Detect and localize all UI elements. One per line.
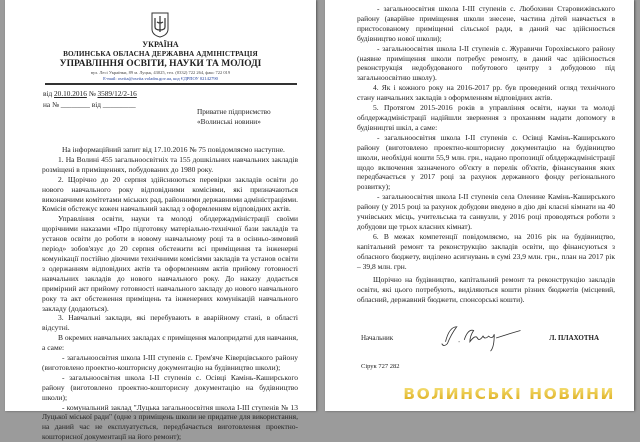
letter-body-page-1 (42, 145, 298, 442)
signatory-position: Начальник (361, 333, 394, 342)
reply-reference: на № ________ від _________ (43, 100, 136, 109)
paragraph: 1. На Волині 455 загальноосвітніх та 155 дошкільних навчальних закладів розміщені в приміщеннях, побудованих до 1980 року. (42, 154, 298, 174)
executor-contact: Сірук 727 282 (361, 363, 400, 371)
from-label: від (43, 89, 53, 98)
paragraph: 5. Протягом 2015-2016 років в управління освіти, науки та молоді облдержадміністрації надійшли звернення з проханням надати допомогу в будівництві шкіл, а саме: (357, 103, 615, 132)
letter-body-page-2 (357, 4, 615, 305)
signatory-name: Л. ПЛАХОТНА (549, 333, 599, 342)
paragraph: 6. В межах компетенції повідомляємо, на 2016 рік на будівництво, капітальний ремонт та реконструкцію закладів освіти, що фінансуються з обласного бюджету, виділено асигнувань в сумі 23,9 млн. грн., план на 2017 рік – 39,8 млн. грн. (357, 231, 615, 271)
country-heading: УКРАЇНА (142, 40, 179, 49)
list-item: - загальноосвітня школа І-ІІ ступенів с. Осівці Камінь-Каширського району (виготовлено проектно-кошторисну документацію на будівництво школи); (42, 372, 298, 402)
paragraph: Управління освіти, науки та молоді облдержадміністрації своїми щорічними наказами «Про підготовку матеріально-технічної бази закладів та установ освіти до роботи в новому навчальному році та в осінньо-зимовий період» зобов'язує до 20 серпня обстежити всі приміщення та інженерні комунікації постійно діючими технічними комісіями закладів та установ освіти з одержанням відповідних актів та оформленням актів прийому готовності навчальних закладів до нового навчального року. До наказу додається примірний акт прийому готовності навчального закладу до нового навчального року та акт обстеження приміщень та інженерних комунікацій навчального закладу (додаються). (42, 214, 298, 313)
paragraph: На інформаційний запит від 17.10.2016 № 75 повідомляємо наступне. (62, 145, 285, 154)
address-line: вул. Лесі Українки, 89 м. Луцьк, 43025, тел. (0332) 722 264, факс 722 019 (90, 70, 231, 75)
recipient-line-2: «Волинські новини» (197, 117, 261, 126)
list-item: - загальноосвітня школа І-ІІ ступенів с. Осівці Камінь-Каширського району (виготовлено проектно-кошторисну документацію на будівництво школи, необхідні кошти 55,9 млн. грн., надано пропозиції облдержадміністрації щодо включення зазначеного об'єкту в перелік об'єктів, фінансування яких передбачається у 2017 році за рахунок державного фонду регіонального розвитку); (357, 132, 615, 192)
header-divider (45, 83, 297, 85)
coat-of-arms-trident-icon (150, 12, 170, 38)
page-2-content (357, 4, 615, 411)
number-label: № (88, 89, 96, 98)
paragraph: В окремих навчальних закладах є приміщення малопридатні для навчання, а саме: (42, 333, 298, 353)
recipient-line-1: Приватне підприємство (197, 107, 271, 116)
list-item: - загальноосвітня школа І-ІІ ступенів села Оленине Камінь-Каширського району (у 2015 році за рахунок добудови введено в дію дві класні кімнати на 40 учнівських місць, учительська та санвузли, у 2016 році проводяться роботи з добудови ще трьох класних кімнат). (357, 192, 615, 231)
email-line: E-mail: osvita@osvita.voladm.gov.ua, код ЄДРПОУ 02142790 (103, 76, 218, 81)
letter-number: 3589/12/2-16 (97, 89, 137, 98)
department-heading: УПРАВЛІННЯ ОСВІТИ, НАУКИ ТА МОЛОДІ (59, 59, 262, 69)
outgoing-reference (43, 89, 137, 98)
list-item: - комунальний заклад "Луцька загальноосвітня школа І-ІІІ ступенів № 13 Луцької міської ради" (одне з приміщень школи не придатне для використання, на даний час не експлуатується, передбачається виготовлення проектно-кошторисної документації на його ремонт); (42, 402, 298, 442)
letter-date: 20.10.2016 (54, 89, 87, 98)
list-item: - загальноосвітня школа І-ІІІ ступенів с. Любохини Старовижівського району (аварійне приміщення школи знесене, частина дітей навчається в пристосованому приміщенні сільської ради, в даний час здійснюється будівництво нової школи); (357, 4, 615, 43)
document-page-2 (325, 0, 634, 411)
list-item: - загальноосвітня школа І-ІІ ступенів с. Журавичи Горохівського району (наявне приміщення школи потребує ремонту, в даний час здійснюється реконструкція недобудованого побутового центру з добудовою під загальноосвітню школу). (357, 43, 615, 83)
volynski-novyny-logo: ВОЛИНСЬКІ НОВИНИ (403, 385, 615, 403)
paragraph: 2. Щорічно до 20 серпня здійснюються перевірки закладів освіти до нового навчального року відповідними комісіями, які призначаються виконавчими комітетами міських рад, районними державними адміністраціями. Комісія обстежує кожен навчальний заклад з оформленням відповідних актів. (42, 174, 298, 214)
administration-heading: ВОЛИНСЬКА ОБЛАСНА ДЕРЖАВНА АДМІНІСТРАЦІЯ (63, 50, 258, 58)
paragraph: 4. Як і кожного року на 2016-2017 рр. був проведений огляд технічного стану навчальних закладів з оформленням відповідних актів. (357, 83, 615, 103)
document-page-1 (5, 0, 316, 442)
paragraph: Щорічно на будівництво, капітальний ремонт та реконструкцію закладів освіти, які цього потребують, виділяються кошти різних бюджетів (місцевий, обласний, державний бюджети, спонсорські кошти). (357, 275, 615, 305)
signature-block (357, 323, 615, 353)
handwritten-signature (433, 323, 533, 353)
list-item: - загальноосвітня школа І-ІІІ ступенів с. Грем'яче Ківерцівського району (виготовлено проектно-кошторисну документацію на будівництво школи); (42, 353, 298, 372)
paragraph: 3. Навчальні заклади, які перебувають в аварійному стані, в області відсутні. (42, 313, 298, 333)
